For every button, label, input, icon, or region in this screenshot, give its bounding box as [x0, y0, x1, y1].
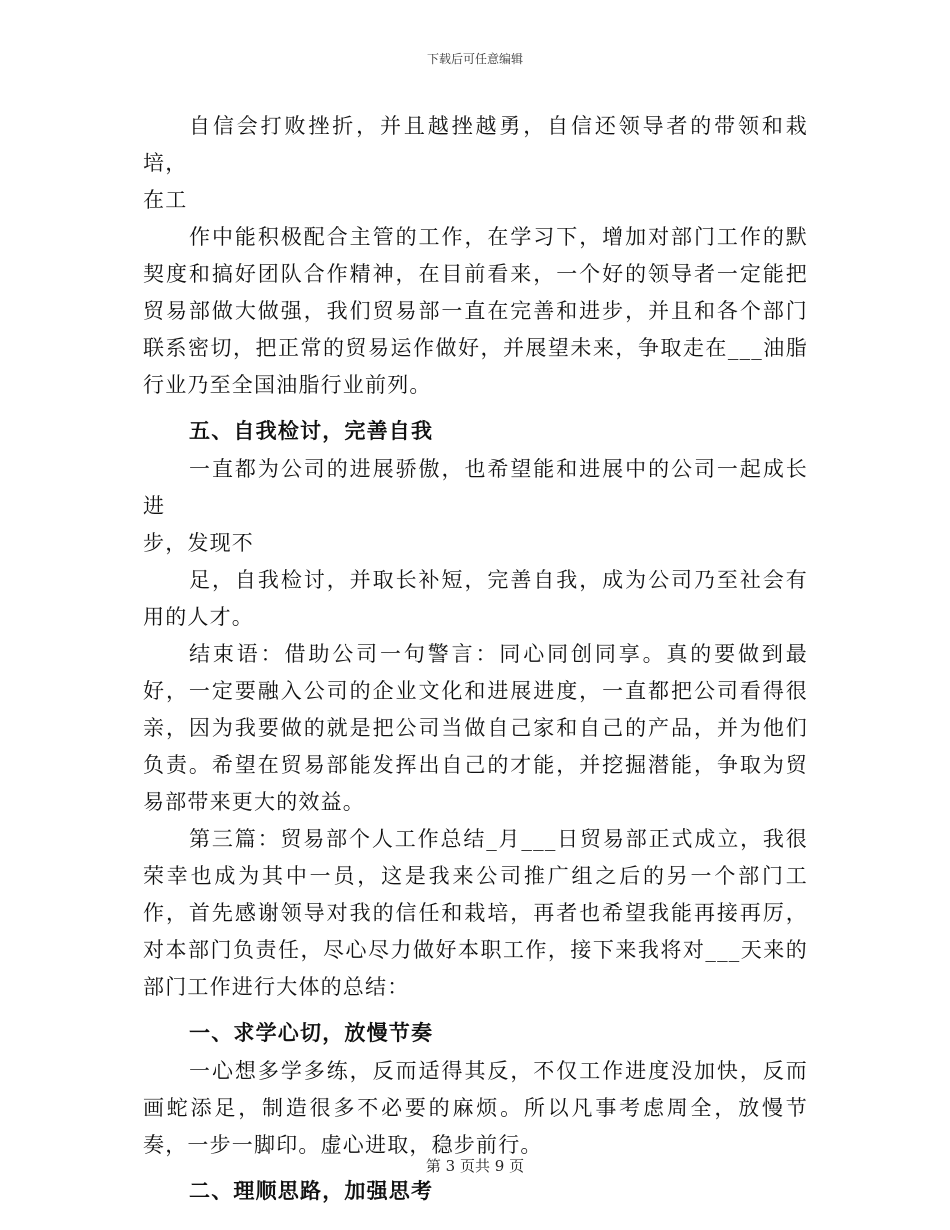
paragraph-third-article: 第三篇：贸易部个人工作总结_月___日贸易部正式成立，我很荣幸也成为其中一员，这是我来公司推广组之后的另一个部门工作，首先感谢领导对我的信任和栽培，再者也希望我能再接再厉，对本部门负责任，尽心尽力做好本职工作，接下来我将对___天来的部门工作进行大体的总结： [143, 827, 808, 999]
paragraph-conclusion: 结束语：借助公司一句警言：同心同创同享。真的要做到最好，一定要融入公司的企业文化和进展进度，一直都把公司看得很亲，因为我要做的就是把公司当做自己家和自己的产品，并为他们负责。希望在贸易部能发挥出自己的才能，并挖掘潜能，争取为贸易部带来更大的效益。 [143, 642, 808, 814]
paragraph-company-growth: 一直都为公司的进展骄傲，也希望能和进展中的公司一起成长进 [143, 457, 808, 518]
page-header: 下载后可任意编辑 [426, 52, 523, 66]
paragraph-learning-pace: 一心想多学多练，反而适得其反，不仅工作进度没加快，反而画蛇添足，制造很多不必要的麻烦。所以凡事考虑周全，放慢节奏，一步一脚印。虚心进取，稳步前行。 [143, 1059, 808, 1157]
paragraph-cooperation: 作中能积极配合主管的工作，在学习下，增加对部门工作的默契度和搞好团队合作精神，在目前看来，一个好的领导者一定能把贸易部做大做强，我们贸易部一直在完善和进步，并且和各个部门联系密切，把正常的贸易运作做好，并展望未来，争取走在___油脂行业乃至全国油脂行业前列。 [143, 225, 808, 397]
paragraph-self-improvement: 足，自我检讨，并取长补短，完善自我，成为公司乃至社会有用的人才。 [143, 568, 808, 629]
heading-learning-pace: 一、求学心切，放慢节奏 [189, 1020, 434, 1045]
paragraph-self-confidence: 自信会打败挫折，并且越挫越勇，自信还领导者的带领和栽培， [143, 114, 808, 175]
heading-self-review: 五、自我检讨，完善自我 [189, 418, 434, 443]
heading-thinking: 二、理顺思路，加强思考 [189, 1178, 434, 1203]
paragraph-company-growth-tail: 步，发现不 [143, 531, 254, 555]
paragraph-self-confidence-tail: 在工 [143, 188, 188, 212]
document-body [143, 108, 808, 1211]
page-footer: 第 3 页共 9 页 [425, 1157, 525, 1175]
